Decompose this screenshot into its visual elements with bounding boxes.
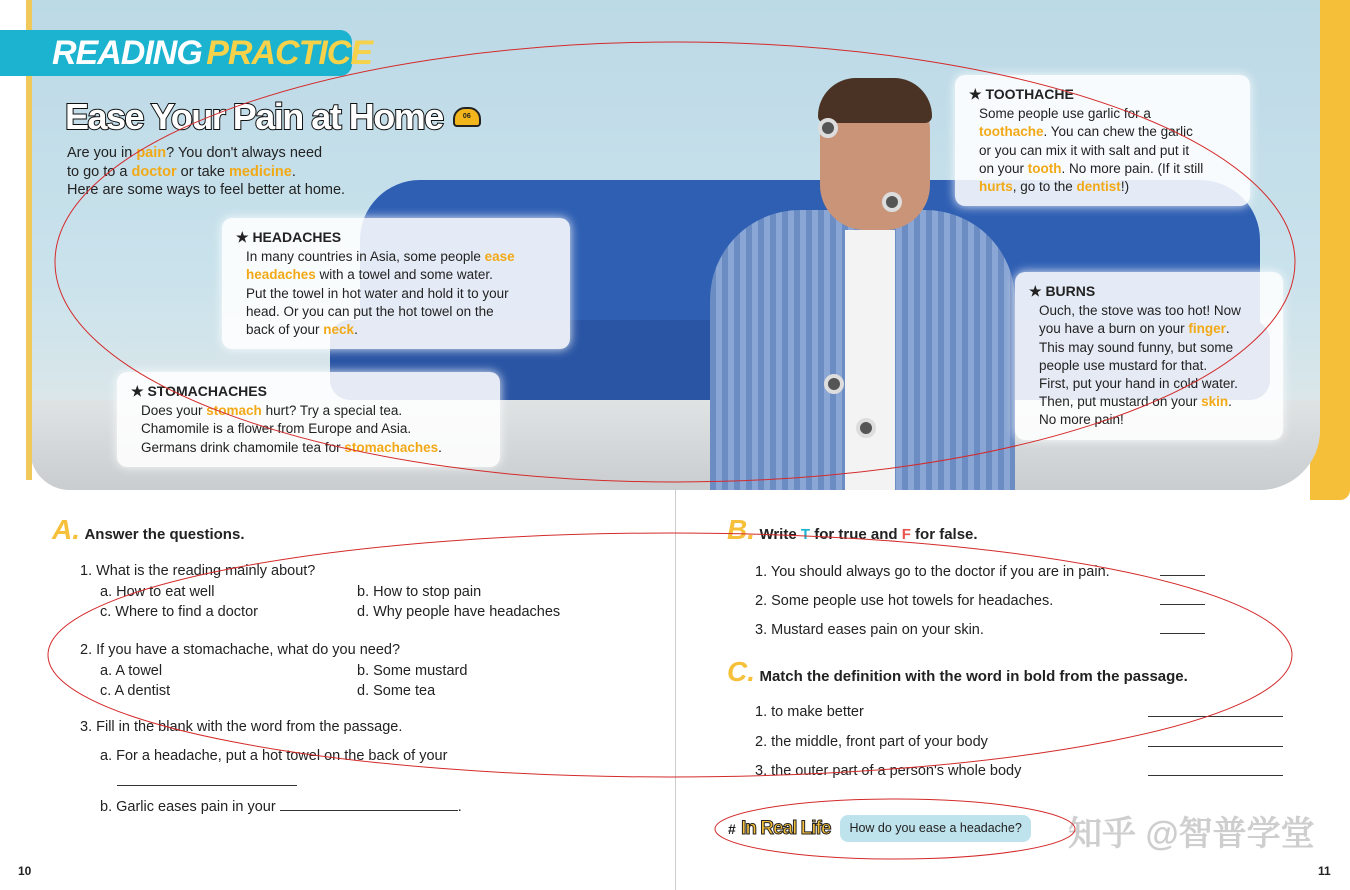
bold-vocab-word: pain — [136, 145, 167, 161]
option[interactable]: a. How to eat well — [100, 583, 215, 600]
text-segment: or you can mix it with salt and put it — [979, 142, 1190, 158]
section-b-title-mid: for true and — [810, 526, 902, 543]
text-segment: hurt? Try a special tea. — [261, 403, 403, 419]
bold-vocab-word: hurts — [979, 179, 1013, 195]
text-segment: Germans drink chamomile tea for — [141, 439, 345, 455]
annotation-ellipse — [55, 42, 1295, 482]
burns-heading: ★ BURNS — [1029, 283, 1096, 299]
toothache-heading: ★ TOOTHACHE — [969, 86, 1074, 102]
question-1-text: 1. What is the reading mainly about? — [80, 563, 316, 579]
section-c-title: Match the definition with the word in bold from the passage. — [759, 668, 1188, 685]
text-segment: with a towel and some water. — [315, 267, 493, 283]
option[interactable]: b. How to stop pain — [357, 583, 482, 600]
page-number-left: 10 — [18, 864, 32, 878]
question-3a-text: a. For a headache, put a hot towel on the back of your — [100, 747, 448, 764]
option[interactable]: b. Some mustard — [357, 662, 468, 679]
text-segment: Does your — [141, 403, 207, 419]
question-3: 3. Fill in the blank with the word from the passage. a. For a headache, put a hot towel on the back of your b. Garlic eases pain in your . — [80, 717, 640, 817]
text-segment: or take — [176, 163, 229, 180]
text-segment: Ouch, the stove was too hot! Now — [1039, 303, 1241, 319]
stomachaches-heading: ★ STOMACHACHES — [131, 383, 267, 399]
text-segment: Put the towel in hot water and hold it to your — [246, 285, 509, 301]
true-letter: T — [800, 526, 811, 543]
headaches-heading: ★ HEADACHES — [236, 229, 342, 245]
banner-word1: READING — [52, 34, 202, 72]
text-segment: . — [291, 163, 296, 180]
text-segment: to go to a — [67, 163, 132, 180]
real-life-question: How do you ease a headache? — [840, 815, 1030, 842]
audio-track-icon[interactable]: 06 — [453, 107, 481, 127]
section-a-letter: A. — [52, 514, 80, 545]
section-b-letter: B. — [727, 514, 755, 545]
text-segment: Here are some ways to feel better at home. — [67, 182, 346, 198]
option[interactable]: d. Why people have headaches — [357, 604, 561, 620]
text-segment: . — [438, 439, 442, 455]
false-letter: F — [901, 526, 911, 543]
question-3-text: 3. Fill in the blank with the word from the passage. — [80, 719, 403, 735]
bold-vocab-word: finger — [1188, 321, 1226, 337]
option[interactable]: a. A towel — [100, 662, 163, 679]
option[interactable]: c. Where to find a doctor — [100, 604, 258, 620]
text-segment: on your — [979, 160, 1028, 176]
bold-vocab-word: ease — [484, 249, 515, 265]
bold-vocab-word: medicine — [229, 163, 292, 180]
section-c-letter: C. — [727, 656, 755, 687]
text-segment: ? You don't always need — [166, 145, 323, 161]
hash-icon: # — [728, 820, 736, 837]
text-segment: . — [1225, 321, 1230, 337]
page-title: Ease Your Pain at Home — [65, 96, 443, 137]
bold-vocab-word: headaches — [246, 267, 316, 283]
question-2-text: 2. If you have a stomachache, what do you need? — [80, 642, 401, 658]
banner-word2: PRACTICE — [206, 34, 373, 72]
page-number-right: 11 — [1318, 864, 1331, 878]
text-segment: !) — [1120, 179, 1130, 195]
bold-vocab-word: skin — [1201, 394, 1229, 410]
watermark: 知乎 @智普学堂 — [1068, 815, 1315, 853]
text-segment: Chamomile is a flower from Europe and Asia. — [141, 421, 412, 437]
section-a-title: Answer the questions. — [84, 526, 245, 543]
bold-vocab-word: stomachaches — [344, 439, 439, 455]
bold-vocab-word: toothache — [979, 124, 1044, 140]
text-segment: In many countries in Asia, some people — [246, 249, 485, 265]
annotation-ellipse — [48, 533, 1292, 777]
bold-vocab-word: dentist — [1076, 179, 1121, 195]
match-item: 1. to make better — [755, 704, 864, 720]
match-item: 3. the outer part of a person's whole body — [755, 763, 1022, 779]
bold-vocab-word: doctor — [131, 163, 177, 180]
in-real-life-text: In Real Life — [741, 817, 831, 839]
option[interactable]: d. Some tea — [357, 683, 436, 699]
text-segment: Then, put mustard on your — [1039, 394, 1202, 410]
text-segment: . — [354, 322, 358, 338]
text-segment: Some people use garlic for a — [979, 106, 1151, 122]
text-segment: , go to the — [1012, 179, 1077, 195]
text-segment: you have a burn on your — [1039, 321, 1189, 337]
tf-item: 2. Some people use hot towels for headaches. — [755, 593, 1054, 609]
tf-item: 1. You should always go to the doctor if you are in pain. — [755, 564, 1110, 580]
text-segment: . — [1228, 394, 1232, 410]
text-segment: This may sound funny, but some — [1039, 339, 1234, 355]
text-segment: people use mustard for that. — [1039, 357, 1208, 373]
option[interactable]: c. A dentist — [100, 683, 171, 699]
text-segment: No more pain! — [1039, 412, 1124, 428]
match-item: 2. the middle, front part of your body — [755, 733, 988, 750]
bold-vocab-word: tooth — [1027, 160, 1062, 176]
text-segment: First, put your hand in cold water. — [1039, 376, 1238, 392]
question-3b-text: b. Garlic eases pain in your — [100, 798, 276, 815]
section-b-title: Write — [759, 526, 801, 543]
text-segment: back of your — [246, 322, 324, 338]
text-segment: Are you in — [67, 145, 137, 161]
text-segment: head. Or you can put the hot towel on the — [246, 303, 494, 319]
bold-vocab-word: stomach — [206, 403, 262, 419]
text-segment: . You can chew the garlic — [1043, 124, 1193, 140]
tf-item: 3. Mustard eases pain on your skin. — [755, 622, 984, 638]
bold-vocab-word: neck — [323, 322, 355, 338]
section-b-title-end: for false. — [910, 526, 978, 543]
text-segment: . No more pain. (If it still — [1061, 160, 1204, 176]
annotation-ellipse — [715, 799, 1075, 859]
